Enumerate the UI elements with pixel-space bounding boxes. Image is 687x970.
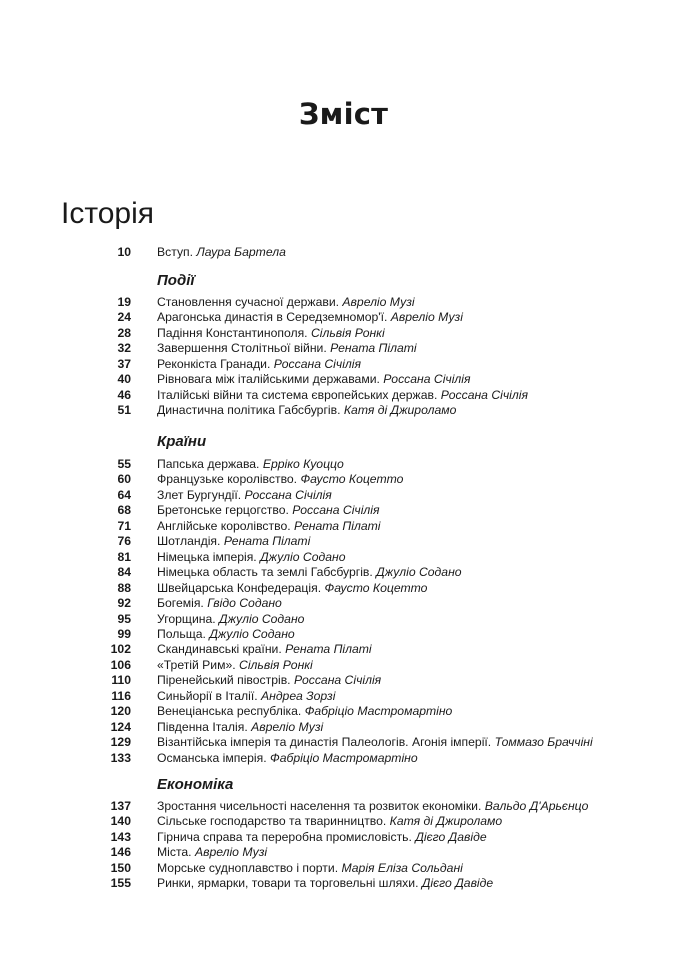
- toc-entry[interactable]: [0, 672, 687, 688]
- toc-entry-text: [157, 244, 286, 260]
- toc-entry[interactable]: [0, 750, 687, 766]
- toc-entry-author: Джуліо Содано: [260, 549, 346, 564]
- toc-entry[interactable]: [0, 641, 687, 657]
- toc-entry-title: Сільське господарство та тваринництво.: [157, 814, 390, 829]
- toc-entry-text: [157, 798, 588, 814]
- toc-entry-title: Ринки, ярмарки, товари та торговельні шляхи.: [157, 876, 422, 891]
- toc-page-number: 92: [117, 596, 131, 611]
- toc-entry-author: Россана Січілія: [293, 673, 382, 688]
- toc-entry-title: Скандинавські країни.: [157, 642, 286, 657]
- toc-entry-text: [157, 688, 335, 704]
- toc-page-number: 129: [110, 735, 131, 750]
- toc-page-number: 37: [117, 356, 131, 371]
- toc-entry-text: [157, 844, 267, 860]
- toc-entry-title: Венеціанська республіка.: [157, 704, 305, 719]
- toc-entry-title: Шотландія.: [157, 534, 224, 549]
- toc-entry-title: Падіння Константинополя.: [157, 325, 311, 340]
- toc-entry-text: [157, 595, 282, 611]
- toc-entry[interactable]: [0, 502, 687, 518]
- toc-entry[interactable]: [0, 387, 687, 403]
- toc-entry[interactable]: [0, 626, 687, 642]
- toc-entry-title: Реконкіста Гранади.: [157, 356, 274, 371]
- toc-entry-author: Россана Січілія: [273, 356, 361, 371]
- toc-entry-text: [157, 734, 593, 750]
- toc-entry-author: Фаусто Коцетто: [324, 580, 428, 595]
- toc-entry-author: Дієго Давіде: [415, 829, 487, 844]
- toc-entry[interactable]: [0, 580, 687, 596]
- toc-entry-author: Авреліо Музі: [194, 845, 268, 860]
- toc-entry-title: «Третій Рим».: [157, 657, 240, 672]
- toc-entry[interactable]: [0, 657, 687, 673]
- toc-entry-author: Авреліо Музі: [342, 295, 415, 309]
- toc-entry-title: Становлення сучасної держави.: [157, 295, 343, 309]
- toc-entry[interactable]: [0, 703, 687, 719]
- toc-entry[interactable]: [0, 471, 687, 487]
- toc-entry-author: Джуліо Содано: [219, 611, 305, 626]
- toc-entry-text: [157, 371, 471, 387]
- toc-page-number: 106: [110, 657, 131, 672]
- toc-page-number: 40: [117, 372, 131, 387]
- toc-entry-author: Россана Січілія: [292, 503, 380, 518]
- toc-entry-text: [157, 456, 344, 472]
- toc-entry-author: Томмазо Браччіні: [494, 735, 593, 750]
- toc-page-number: 28: [117, 325, 131, 340]
- toc-page-number: 64: [117, 487, 131, 502]
- toc-entry-title: Зростання чисельності населення та розвиток економіки.: [157, 799, 485, 813]
- toc-entry-author: Рената Пілаті: [294, 518, 381, 533]
- toc-entry-title: Бретонське герцогство.: [157, 503, 293, 518]
- toc-entry[interactable]: [0, 549, 687, 565]
- toc-entry[interactable]: [0, 719, 687, 735]
- toc-page-number: 146: [110, 845, 131, 860]
- toc-page-number: 76: [117, 534, 131, 549]
- toc-entry-title: Угорщина.: [157, 611, 220, 626]
- toc-entry-author: Ерріко Куоццо: [262, 457, 344, 471]
- toc-page-number: 137: [110, 799, 131, 813]
- toc-entry-title: Англійське королівство.: [157, 518, 294, 533]
- toc-entry-author: Катя ді Джироламо: [343, 403, 457, 418]
- toc-page-number: 55: [117, 457, 131, 471]
- toc-entry-author: Сільвія Ронкі: [310, 325, 385, 340]
- toc-entry-title: Рівновага між італійськими державами.: [157, 372, 384, 387]
- toc-entry-text: [157, 325, 385, 341]
- toc-entry-text: [157, 829, 487, 845]
- toc-entry-title: Міста.: [157, 845, 195, 860]
- toc-group-heading: Країни: [157, 433, 207, 450]
- toc-entry-text: [157, 549, 345, 565]
- toc-entry-author: Вальдо Д'Арьєнцо: [484, 799, 589, 813]
- toc-entry-author: Джуліо Содано: [209, 626, 295, 641]
- page-title: Зміст: [298, 97, 389, 131]
- toc-entry[interactable]: [0, 860, 687, 876]
- toc-entry-text: [157, 402, 456, 418]
- toc-page-number: 32: [117, 341, 131, 356]
- toc-entry-title: Польща.: [157, 626, 210, 641]
- toc-entry[interactable]: [0, 564, 687, 580]
- toc-entry-author: Гвідо Содано: [207, 596, 282, 611]
- toc-entry-text: [157, 356, 361, 372]
- toc-page-number: 95: [117, 611, 131, 626]
- toc-entry-title: Арагонська династія в Середземномор'ї.: [157, 310, 391, 325]
- toc-group-heading: Економіка: [157, 776, 234, 793]
- toc-entry-author: Авреліо Музі: [251, 719, 324, 734]
- toc-entry[interactable]: [0, 340, 687, 356]
- toc-entry-title: Морське судноплавство і порти.: [157, 860, 342, 875]
- toc-entry[interactable]: [0, 688, 687, 704]
- toc-entry[interactable]: [0, 611, 687, 627]
- toc-entry[interactable]: [0, 518, 687, 534]
- toc-page-number: 10: [117, 245, 131, 259]
- toc-entry-title: Піренейський півострів.: [157, 673, 294, 688]
- toc-entry-text: [157, 387, 528, 403]
- toc-entry-title: Династична політика Габсбургів.: [157, 403, 344, 418]
- toc-page-number: 155: [110, 876, 131, 891]
- toc-page-number: 24: [117, 310, 131, 325]
- toc-entry[interactable]: [0, 309, 687, 325]
- toc-entry-text: [157, 564, 462, 580]
- toc-page-number: 124: [110, 719, 131, 734]
- toc-entry-title: Німецька імперія.: [157, 549, 261, 564]
- toc-group-heading: Події: [157, 272, 195, 289]
- toc-entry-text: [157, 580, 427, 596]
- toc-entry-text: [157, 750, 418, 766]
- toc-page-number: 71: [117, 518, 131, 533]
- toc-page-number: 110: [111, 673, 131, 688]
- toc-entry-text: [157, 719, 323, 735]
- toc-entry-title: Італійські війни та система європейських держав.: [157, 387, 441, 402]
- toc-entry[interactable]: [0, 829, 687, 845]
- toc-page-number: 120: [110, 704, 131, 719]
- toc-page-number: 68: [117, 503, 131, 518]
- toc-entry-text: [157, 626, 295, 642]
- toc-entry[interactable]: [0, 813, 687, 829]
- toc-entry-title: Папська держава.: [157, 457, 263, 471]
- toc-entry-author: Андреа Зорзі: [260, 688, 336, 703]
- toc-page-number: 81: [117, 549, 131, 564]
- toc-page-number: 102: [110, 642, 131, 657]
- toc-entry-author: Россана Січілія: [244, 487, 332, 502]
- toc-entry-text: [157, 703, 452, 719]
- toc-entry-intro[interactable]: [0, 244, 687, 260]
- toc-entry-title: Злет Бургундії.: [157, 487, 245, 502]
- toc-entry[interactable]: [0, 402, 687, 418]
- toc-page-number: 133: [110, 750, 131, 765]
- toc-page-number: 84: [117, 565, 131, 580]
- toc-page-number: 143: [110, 829, 131, 844]
- toc-entry-text: [157, 657, 313, 673]
- toc-entry-text: [157, 502, 380, 518]
- toc-entry[interactable]: [0, 371, 687, 387]
- toc-entry[interactable]: [0, 487, 687, 503]
- toc-entry-author: Россана Січілія: [383, 372, 471, 387]
- toc-entry-title: Південна Італія.: [157, 719, 252, 734]
- toc-entry-title: Французьке королівство.: [157, 472, 301, 487]
- toc-entry-author: Рената Пілаті: [285, 642, 372, 657]
- section-title: Історія: [61, 197, 155, 230]
- toc-entry[interactable]: [0, 875, 687, 891]
- toc-entry-author: Сільвія Ронкі: [239, 657, 313, 672]
- toc-entry-author: Джуліо Содано: [376, 565, 462, 580]
- toc-entry-title: Вступ.: [157, 245, 197, 259]
- toc-entry[interactable]: [0, 798, 687, 814]
- toc-page-number: 150: [110, 860, 131, 875]
- toc-entry-text: [157, 813, 502, 829]
- toc-entry-author: Рената Пілаті: [330, 341, 417, 356]
- toc-entry-title: Німецька область та землі Габсбургів.: [157, 565, 377, 580]
- toc-entry-text: [157, 309, 463, 325]
- toc-entry-title: Гірнича справа та переробна промисловість.: [157, 829, 416, 844]
- toc-entry-author: Лаура Бартела: [196, 245, 286, 259]
- toc-entry-title: Завершення Столітньої війни.: [157, 341, 331, 356]
- toc-entry[interactable]: [0, 734, 687, 750]
- toc-entry-title: Візантійська імперія та династія Палеологів. Агонія імперії.: [157, 735, 495, 750]
- toc-entry-text: [157, 518, 381, 534]
- toc-entry[interactable]: [0, 844, 687, 860]
- toc-entry-title: Швейцарська Конфедерація.: [157, 580, 325, 595]
- toc-entry-text: [157, 611, 304, 627]
- toc-entry-author: Рената Пілаті: [223, 534, 311, 549]
- toc-page-number: 140: [110, 814, 131, 829]
- toc-entry-author: Дієго Давіде: [421, 876, 494, 891]
- toc-entry[interactable]: [0, 356, 687, 372]
- toc-entry-text: [157, 294, 415, 310]
- toc-entry[interactable]: [0, 456, 687, 472]
- toc-entry-author: Фабріціо Мастромартіно: [304, 704, 453, 719]
- toc-entry-author: Россана Січілія: [440, 387, 528, 402]
- toc-entry-title: Османська імперія.: [157, 750, 270, 765]
- toc-entry[interactable]: [0, 533, 687, 549]
- toc-entry-author: Авреліо Музі: [390, 310, 463, 325]
- toc-page-number: 88: [117, 580, 131, 595]
- toc-entry[interactable]: [0, 595, 687, 611]
- toc-entry-title: Богемія.: [157, 596, 208, 611]
- toc-entry-text: [157, 672, 381, 688]
- toc-entry-author: Фабріціо Мастромартіно: [270, 750, 418, 765]
- toc-page-number: 99: [117, 626, 131, 641]
- toc-entry[interactable]: [0, 325, 687, 341]
- toc-page-number: 19: [117, 295, 131, 309]
- toc-entry-text: [157, 641, 372, 657]
- toc-entry-author: Катя ді Джироламо: [389, 814, 503, 829]
- toc-page-number: 60: [117, 472, 131, 487]
- toc-page-number: 46: [117, 387, 131, 402]
- toc-entry[interactable]: [0, 294, 687, 310]
- toc-entry-text: [157, 533, 310, 549]
- toc-entry-text: [157, 487, 332, 503]
- toc-entry-author: Марія Еліза Сольдані: [341, 860, 463, 875]
- toc-entry-text: [157, 340, 417, 356]
- toc-entry-text: [157, 860, 463, 876]
- toc-page-number: 116: [111, 688, 131, 703]
- toc-entry-title: Синьйорії в Італії.: [157, 688, 261, 703]
- toc-page-number: 51: [117, 403, 131, 418]
- toc-entry-text: [157, 471, 403, 487]
- toc-entry-text: [157, 875, 493, 891]
- toc-entry-author: Фаусто Коцетто: [300, 472, 404, 487]
